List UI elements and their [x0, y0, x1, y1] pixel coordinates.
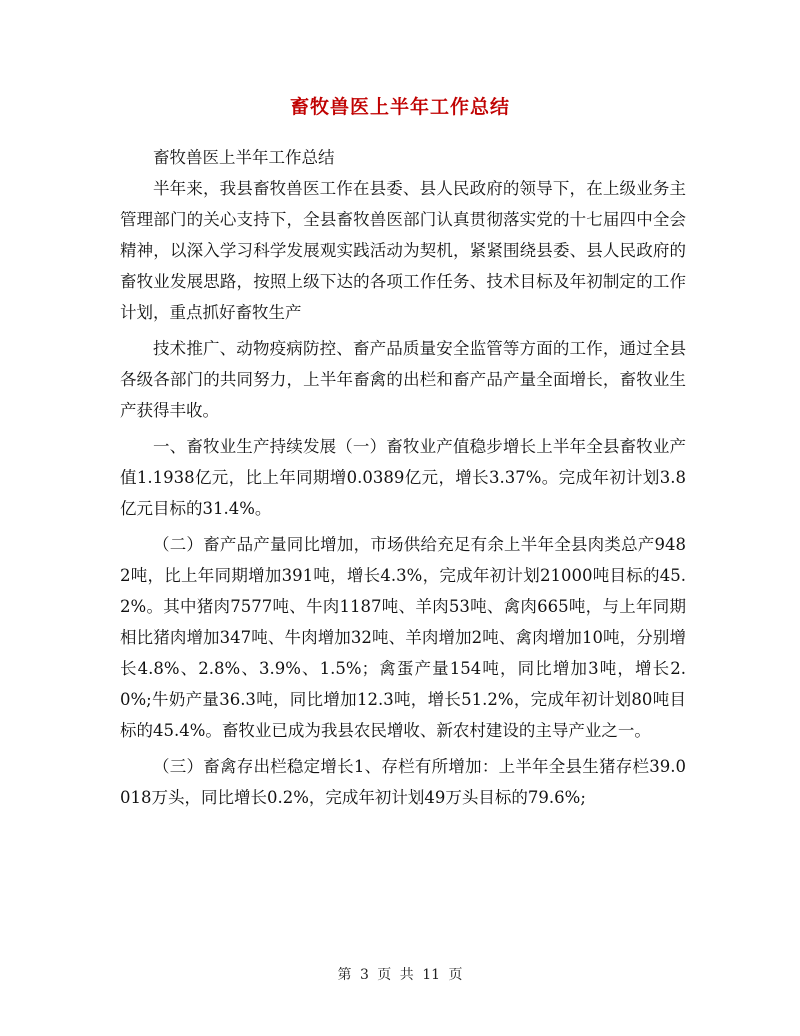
paragraph-section-one: 一、畜牧业生产持续发展（一）畜牧业产值稳步增长上半年全县畜牧业产值1.1938亿元，比上年同期增0.0389亿元，增长3.37%。完成年初计划3.8亿元目标的31.4%。	[120, 437, 686, 518]
paragraph-intro: 半年来，我县畜牧兽医工作在县委、县人民政府的领导下，在上级业务主管理部门的关心支持下，全县畜牧兽医部门认真贯彻落实党的十七届四中全会精神，以深入学习科学发展观实践活动为契机，紧紧围绕县委、县人民政府的畜牧业发展思路，按照上级下达的各项工作任务、技术目标及年初制定的工作计划，重点抓好畜牧生产	[120, 179, 686, 322]
paragraph-section-three: （三）畜禽存出栏稳定增长1、存栏有所增加：上半年全县生猪存栏39.0018万头，同比增长0.2%，完成年初计划49万头目标的79.6%;	[120, 757, 686, 807]
page-number-footer: 第 3 页 共 11 页	[337, 967, 463, 983]
document-title: 畜牧兽医上半年工作总结	[289, 96, 510, 118]
paragraph-subtitle: 畜牧兽医上半年工作总结	[153, 148, 335, 167]
paragraph-intro-continued: 技术推广、动物疫病防控、畜产品质量安全监管等方面的工作，通过全县各级各部门的共同努力，上半年畜禽的出栏和畜产品产量全面增长，畜牧业生产获得丰收。	[120, 339, 686, 420]
paragraph-section-two: （二）畜产品产量同比增加，市场供给充足有余上半年全县肉类总产9482吨，比上年同期增加391吨，增长4.3%，完成年初计划21000吨目标的45.2%。其中猪肉7577吨、牛肉1187吨、羊肉53吨、禽肉665吨，与上年同期相比猪肉增加347吨、牛肉增加32吨、羊肉增加2吨、禽肉增加10吨，分别增长4.8%、2.8%、3.9%、1.5%；禽蛋产量154吨，同比增加3吨，增长2.0%;牛奶产量36.3吨，同比增加12.3吨，增长51.2%，完成年初计划80吨目标的45.4%。畜牧业已成为我县农民增收、新农村建设的主导产业之一。	[120, 535, 686, 740]
document-body	[120, 142, 686, 813]
